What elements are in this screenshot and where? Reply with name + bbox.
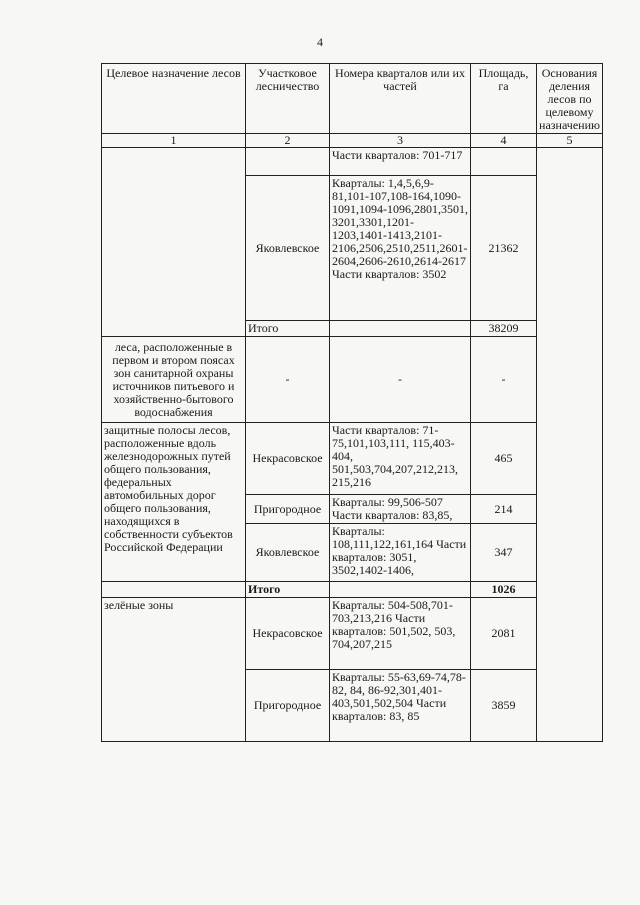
forestry-cell: - xyxy=(246,337,330,423)
forestry-cell: Некрасовское xyxy=(246,598,330,670)
header-number: 2 xyxy=(246,134,330,148)
total-area: 1026 xyxy=(471,582,537,598)
quarters-cell: Кварталы: 504-508,701-703,213,216 Части кварталов: 501,502, 503, 704,207,215 xyxy=(330,598,471,670)
purpose-cell: зелёные зоны xyxy=(102,598,246,742)
header-number: 4 xyxy=(471,134,537,148)
forestry-cell xyxy=(246,148,330,176)
quarters-cell: Кварталы: 108,111,122,161,164 Части кварталов: 3051, 3502,1402-1406, xyxy=(330,524,471,582)
forest-purpose-table xyxy=(101,63,603,742)
area-cell: 214 xyxy=(471,495,537,524)
total-label: Итого xyxy=(246,582,330,598)
header-number: 3 xyxy=(330,134,471,148)
purpose-cell: леса, расположенные в первом и втором поясах зон санитарной охраны источников питьевого и хозяйственно-бытового водоснабжения xyxy=(102,337,246,423)
header-purpose: Целевое назначение лесов xyxy=(102,64,246,134)
quarters-cell: Кварталы: 99,506-507 Части кварталов: 83,85, xyxy=(330,495,471,524)
area-cell: - xyxy=(471,337,537,423)
forestry-cell: Пригородное xyxy=(246,670,330,742)
area-cell xyxy=(471,148,537,176)
forestry-cell: Пригородное xyxy=(246,495,330,524)
header-basis: Основания деления лесов по целевому назначению xyxy=(537,64,603,134)
quarters-cell: Кварталы: 1,4,5,6,9-81,101-107,108-164,1090-1091,1094-1096,2801,3501, 3201,3301,1201-1203,1401-1413,2101-2106,2506,2510,2511,2601-2604,2606-2610,2614-2617 Части кварталов: 3502 xyxy=(330,176,471,321)
header-number: 1 xyxy=(102,134,246,148)
header-quarters: Номера кварталов или их частей xyxy=(330,64,471,134)
forestry-cell: Яковлевское xyxy=(246,176,330,321)
purpose-cell: защитные полосы лесов, расположенные вдоль железнодорожных путей общего пользования, федеральных автомобильных дорог общего пользования, находящихся в собственности субъектов Российской Федерации xyxy=(102,423,246,582)
page-number: 4 xyxy=(317,35,323,49)
forestry-cell: Некрасовское xyxy=(246,423,330,495)
purpose-cell-continued xyxy=(102,148,246,337)
quarters-cell: Части кварталов: 71-75,101,103,111, 115,403-404, 501,503,704,207,212,213, 215,216 xyxy=(330,423,471,495)
total-area: 38209 xyxy=(471,321,537,337)
header-forestry: Участковое лесничество xyxy=(246,64,330,134)
quarters-cell xyxy=(330,321,471,337)
area-cell: 2081 xyxy=(471,598,537,670)
total-label: Итого xyxy=(246,321,330,337)
basis-cell xyxy=(537,148,603,742)
purpose-cell xyxy=(102,582,246,598)
header-area: Площадь, га xyxy=(471,64,537,134)
forestry-cell: Яковлевское xyxy=(246,524,330,582)
quarters-cell: Части кварталов: 701-717 xyxy=(330,148,471,176)
area-cell: 347 xyxy=(471,524,537,582)
quarters-cell: - xyxy=(330,337,471,423)
quarters-cell: Кварталы: 55-63,69-74,78-82, 84, 86-92,301,401-403,501,502,504 Части кварталов: 83, 85 xyxy=(330,670,471,742)
area-cell: 21362 xyxy=(471,176,537,321)
area-cell: 3859 xyxy=(471,670,537,742)
header-number: 5 xyxy=(537,134,603,148)
quarters-cell xyxy=(330,582,471,598)
area-cell: 465 xyxy=(471,423,537,495)
